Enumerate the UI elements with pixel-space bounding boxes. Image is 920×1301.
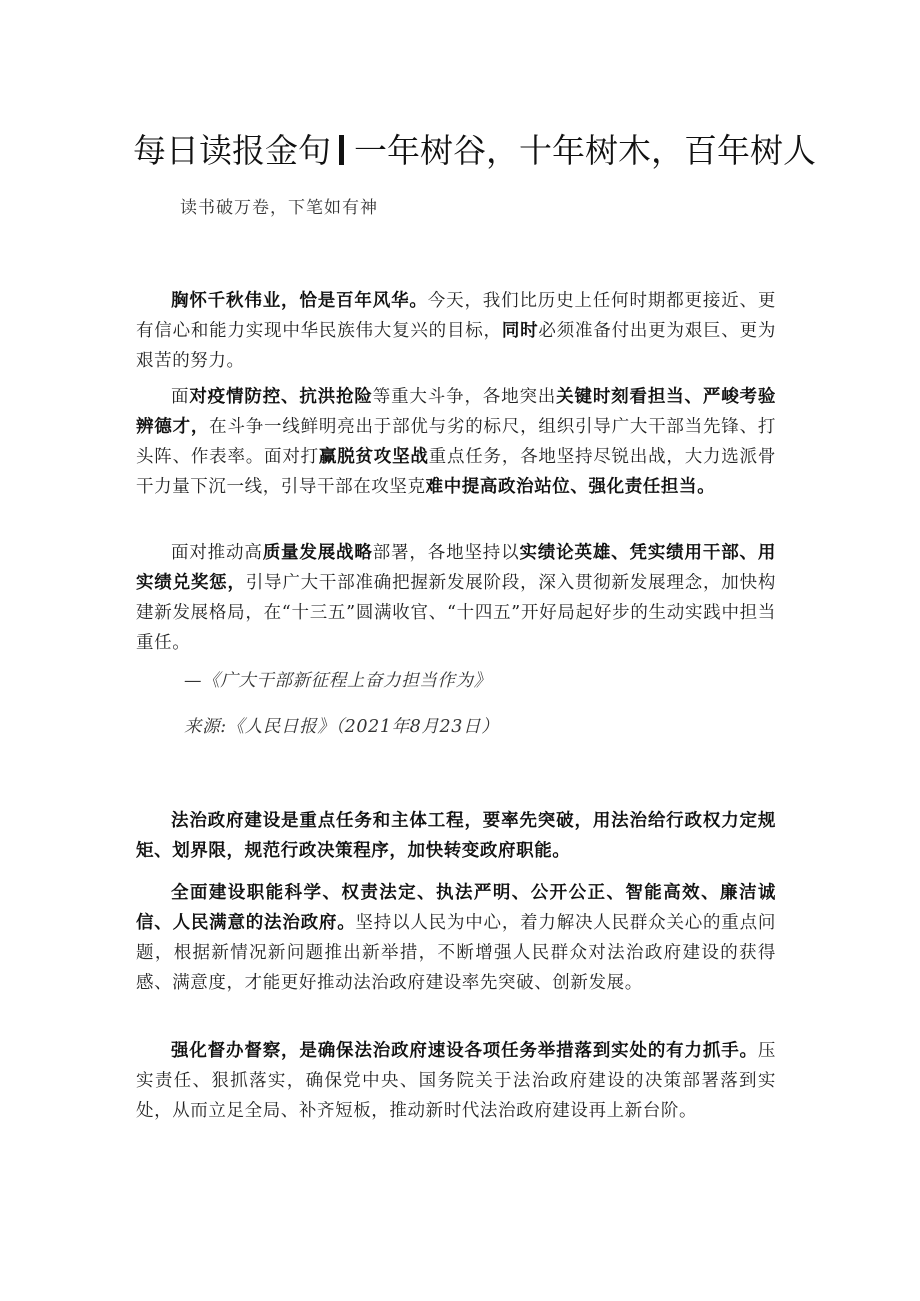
bold-run: 赢脱贫攻坚战 — [318, 447, 429, 467]
bold-run: 强化督办督察，是确保法治政府速设各项任务举措落到实处的有力抓手。 — [171, 1041, 758, 1061]
text-run: 重点任务，各地坚持尽锐出战，大力选派骨干力量下沉一线，引导干部在攻坚克 — [136, 447, 776, 497]
bold-run: 难中提高政治站位、强化责任担当。 — [425, 477, 716, 497]
bold-run: 全面建设职能科学、权责法定、执法严明、公开公正、智能高效、廉洁诚信、人民满意的法治政府。 — [136, 883, 776, 933]
section1-paragraph-1 — [136, 286, 776, 376]
section2-paragraph-3 — [136, 1036, 776, 1126]
subtitle: 读书破万卷，下笔如有神 — [180, 198, 378, 218]
text-run: 坚持以人民为中心，着力解决人民群众关心的重点问题，根据新情况新问题推出新举措，不断增强人民群众对法治政府建设的获得感、满意度，才能更好推动法治政府建设率先突破、创新发展。 — [136, 913, 776, 993]
bold-run: 对疫情防控、抗洪抢险 — [189, 387, 373, 407]
text-run: 必须准备付出更为艰巨、更为艰苦的努力。 — [136, 321, 776, 371]
text-run: 今天，我们比历史上任何时期都更接近、更有信心和能力实现中华民族伟大复兴的目标， — [136, 291, 776, 341]
title-separator-bar — [339, 135, 344, 165]
bold-run: 关键时刻看担当、严峻考验辨德才， — [136, 387, 776, 437]
text-run: 引导广大干部准确把握新发展阶段，深入贯彻新发展理念，加快构建新发展格局，在“十三五”圆满收官、“十四五”开好局起好步的生动实践中担当重任。 — [136, 573, 776, 653]
text-run: 压实责任、狠抓落实，确保党中央、国务院关于法治政府建设的决策部署落到实处，从而立足全局、补齐短板，推动新时代法治政府建设再上新台阶。 — [136, 1041, 776, 1121]
page-title — [133, 128, 833, 174]
bold-run: 同时 — [501, 321, 539, 341]
citation-article: —《广大干部新征程上奋力担当作为》 — [184, 671, 492, 691]
bold-run: 质量发展战略 — [262, 543, 373, 563]
bold-run: 实绩论英雄、凭实绩用干部、用实绩兑奖惩， — [136, 543, 776, 593]
text-run: 部署，各地坚持以 — [372, 543, 520, 563]
section1-paragraph-3 — [136, 538, 776, 658]
section2-paragraph-1: 法治政府建设是重点任务和主体工程，要率先突破，用法治给行政权力定规矩、划界限，规范行政决策程序，加快转变政府职能。 — [136, 811, 776, 861]
title-left: 每日读报金句 — [133, 131, 331, 170]
section2-paragraph-2 — [136, 878, 776, 998]
section1-paragraph-2 — [136, 382, 776, 502]
text-run: 面 — [171, 387, 190, 407]
title-right: 一年树谷，十年树木，百年树人 — [354, 131, 816, 170]
text-run: 在斗争一线鲜明亮出于部优与劣的标尺，组织引导广大干部当先锋、打头阵、作表率。面对打 — [136, 417, 776, 467]
text-run: 面对推动高 — [171, 543, 263, 563]
text-run: 等重大斗争，各地突出 — [372, 387, 557, 407]
bold-run: 胸怀千秋伟业，恰是百年风华。 — [171, 291, 428, 311]
citation-source: 来源:《人民日报》（2021年8月23日） — [184, 717, 500, 737]
